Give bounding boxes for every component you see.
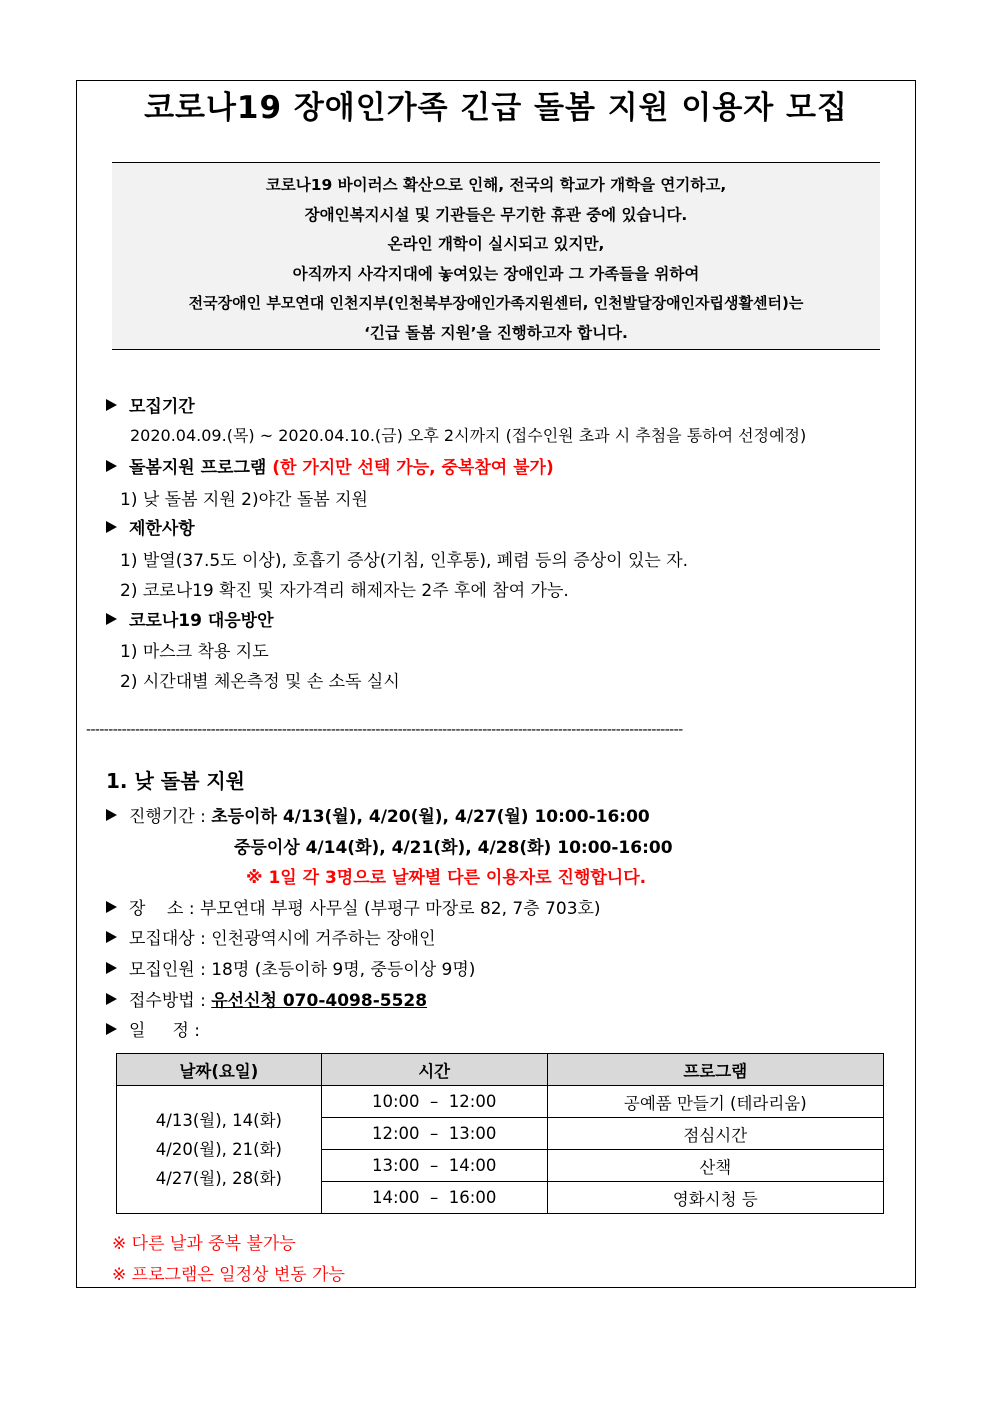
notice-line: 장애인복지시설 및 기관들은 무기한 휴관 중에 있습니다. xyxy=(304,205,688,224)
schedule-table xyxy=(116,1053,884,1214)
field-label: 모집대상 : xyxy=(129,929,206,949)
date-line: 4/27(월), 28(화) xyxy=(155,1169,282,1188)
restrictions-heading xyxy=(106,514,195,539)
dashed-divider: -------------------------------------------------------------------------------------------------------------------------------------- xyxy=(86,724,683,736)
time-cell: 12:00 – 13:00 xyxy=(321,1118,547,1150)
program-heading xyxy=(106,453,554,478)
time-cell: 13:00 – 14:00 xyxy=(321,1150,547,1182)
field-label: 접수방법 : xyxy=(129,991,206,1011)
notice-line: 아직까지 사각지대에 놓여있는 장애인과 그 가족들을 위하여 xyxy=(292,264,700,283)
notice-line: 온라인 개학이 실시되고 있지만, xyxy=(387,235,605,253)
notice-box xyxy=(112,162,880,350)
response-item: 2) 시간대별 체온측정 및 손 소독 실시 xyxy=(120,672,400,692)
page-title: 코로나19 장애인가족 긴급 돌봄 지원 이용자 모집 xyxy=(144,90,848,126)
day-care-place xyxy=(106,894,601,919)
field-value: 인천광역시에 거주하는 장애인 xyxy=(211,929,436,949)
day-care-heading: 1. 낮 돌봄 지원 xyxy=(106,769,246,793)
response-item: 1) 마스크 착용 지도 xyxy=(120,642,269,662)
triangle-bullet-icon xyxy=(106,931,117,943)
notice-line: 전국장애인 부모연대 인천지부(인천북부장애인가족지원센터, 인천발달장애인자립생활센터)는 xyxy=(188,294,804,312)
period-note: ※ 1일 각 3명으로 날짜별 다른 이용자로 진행합니다. xyxy=(246,868,647,888)
recruit-period-heading xyxy=(106,392,195,417)
table-row xyxy=(117,1086,884,1118)
restriction-item: 1) 발열(37.5도 이상), 호흡기 증상(기침, 인후통), 폐렴 등의 증상이 있는 자. xyxy=(120,551,689,571)
program-cell: 영화시청 등 xyxy=(547,1182,883,1214)
triangle-bullet-icon xyxy=(106,399,117,411)
field-label: 모집인원 : xyxy=(129,960,206,980)
restriction-item: 2) 코로나19 확진 및 자가격리 해제자는 2주 후에 참여 가능. xyxy=(120,581,569,601)
recruit-period-text: 2020.04.09.(목) ~ 2020.04.10.(금) 오후 2시까지 (접수인원 초과 시 추첨을 통하여 선정예정) xyxy=(130,426,807,445)
heading-text: 제한사항 xyxy=(129,519,195,539)
program-cell: 공예품 만들기 (테라리움) xyxy=(547,1086,883,1118)
period-middle: 중등이상 4/14(화), 4/21(화), 4/28(화) 10:00-16:00 xyxy=(234,838,673,858)
day-care-target xyxy=(106,924,436,949)
table-header: 날짜(요일) xyxy=(117,1054,322,1086)
program-cell: 산책 xyxy=(547,1150,883,1182)
time-cell: 10:00 – 12:00 xyxy=(321,1086,547,1118)
triangle-bullet-icon xyxy=(106,993,117,1005)
heading-text: 돌봄지원 프로그램 xyxy=(129,458,267,478)
program-note: (한 가지만 선택 가능, 중복참여 불가) xyxy=(272,458,554,478)
day-care-count xyxy=(106,955,475,980)
program-items: 1) 낮 돌봄 지원 2)야간 돌봄 지원 xyxy=(120,490,368,510)
notice-line: 코로나19 바이러스 확산으로 인해, 전국의 학교가 개학을 연기하고, xyxy=(265,176,727,194)
field-label: 진행기간 : xyxy=(129,807,206,827)
notice-line: ‘긴급 돌봄 지원’을 진행하고자 합니다. xyxy=(364,323,628,342)
date-cell xyxy=(117,1086,322,1214)
apply-phone: 유선신청 070-4098-5528 xyxy=(211,991,428,1011)
triangle-bullet-icon xyxy=(106,613,117,625)
field-label: 일 정 : xyxy=(129,1021,200,1041)
footnote: ※ 프로그램은 일정상 변동 가능 xyxy=(112,1265,345,1285)
time-cell: 14:00 – 16:00 xyxy=(321,1182,547,1214)
period-elementary: 초등이하 4/13(월), 4/20(월), 4/27(월) 10:00-16:00 xyxy=(211,807,650,827)
heading-text: 코로나19 대응방안 xyxy=(129,611,274,631)
day-care-schedule xyxy=(106,1016,200,1041)
triangle-bullet-icon xyxy=(106,901,117,913)
triangle-bullet-icon xyxy=(106,809,117,821)
field-label: 장 소 : xyxy=(129,899,195,919)
field-value: 부모연대 부평 사무실 (부평구 마장로 82, 7층 703호) xyxy=(200,899,601,919)
day-care-period xyxy=(106,802,650,827)
table-header: 시간 xyxy=(321,1054,547,1086)
program-cell: 점심시간 xyxy=(547,1118,883,1150)
table-header: 프로그램 xyxy=(547,1054,883,1086)
response-heading xyxy=(106,606,274,631)
table-header-row xyxy=(117,1054,884,1086)
date-line: 4/13(월), 14(화) xyxy=(155,1111,282,1130)
footnote: ※ 다른 날과 중복 불가능 xyxy=(112,1234,296,1254)
triangle-bullet-icon xyxy=(106,521,117,533)
field-value: 18명 (초등이하 9명, 중등이상 9명) xyxy=(211,960,476,980)
triangle-bullet-icon xyxy=(106,460,117,472)
day-care-apply xyxy=(106,986,427,1011)
triangle-bullet-icon xyxy=(106,1023,117,1035)
date-line: 4/20(월), 21(화) xyxy=(155,1140,282,1159)
triangle-bullet-icon xyxy=(106,962,117,974)
heading-text: 모집기간 xyxy=(129,397,195,417)
